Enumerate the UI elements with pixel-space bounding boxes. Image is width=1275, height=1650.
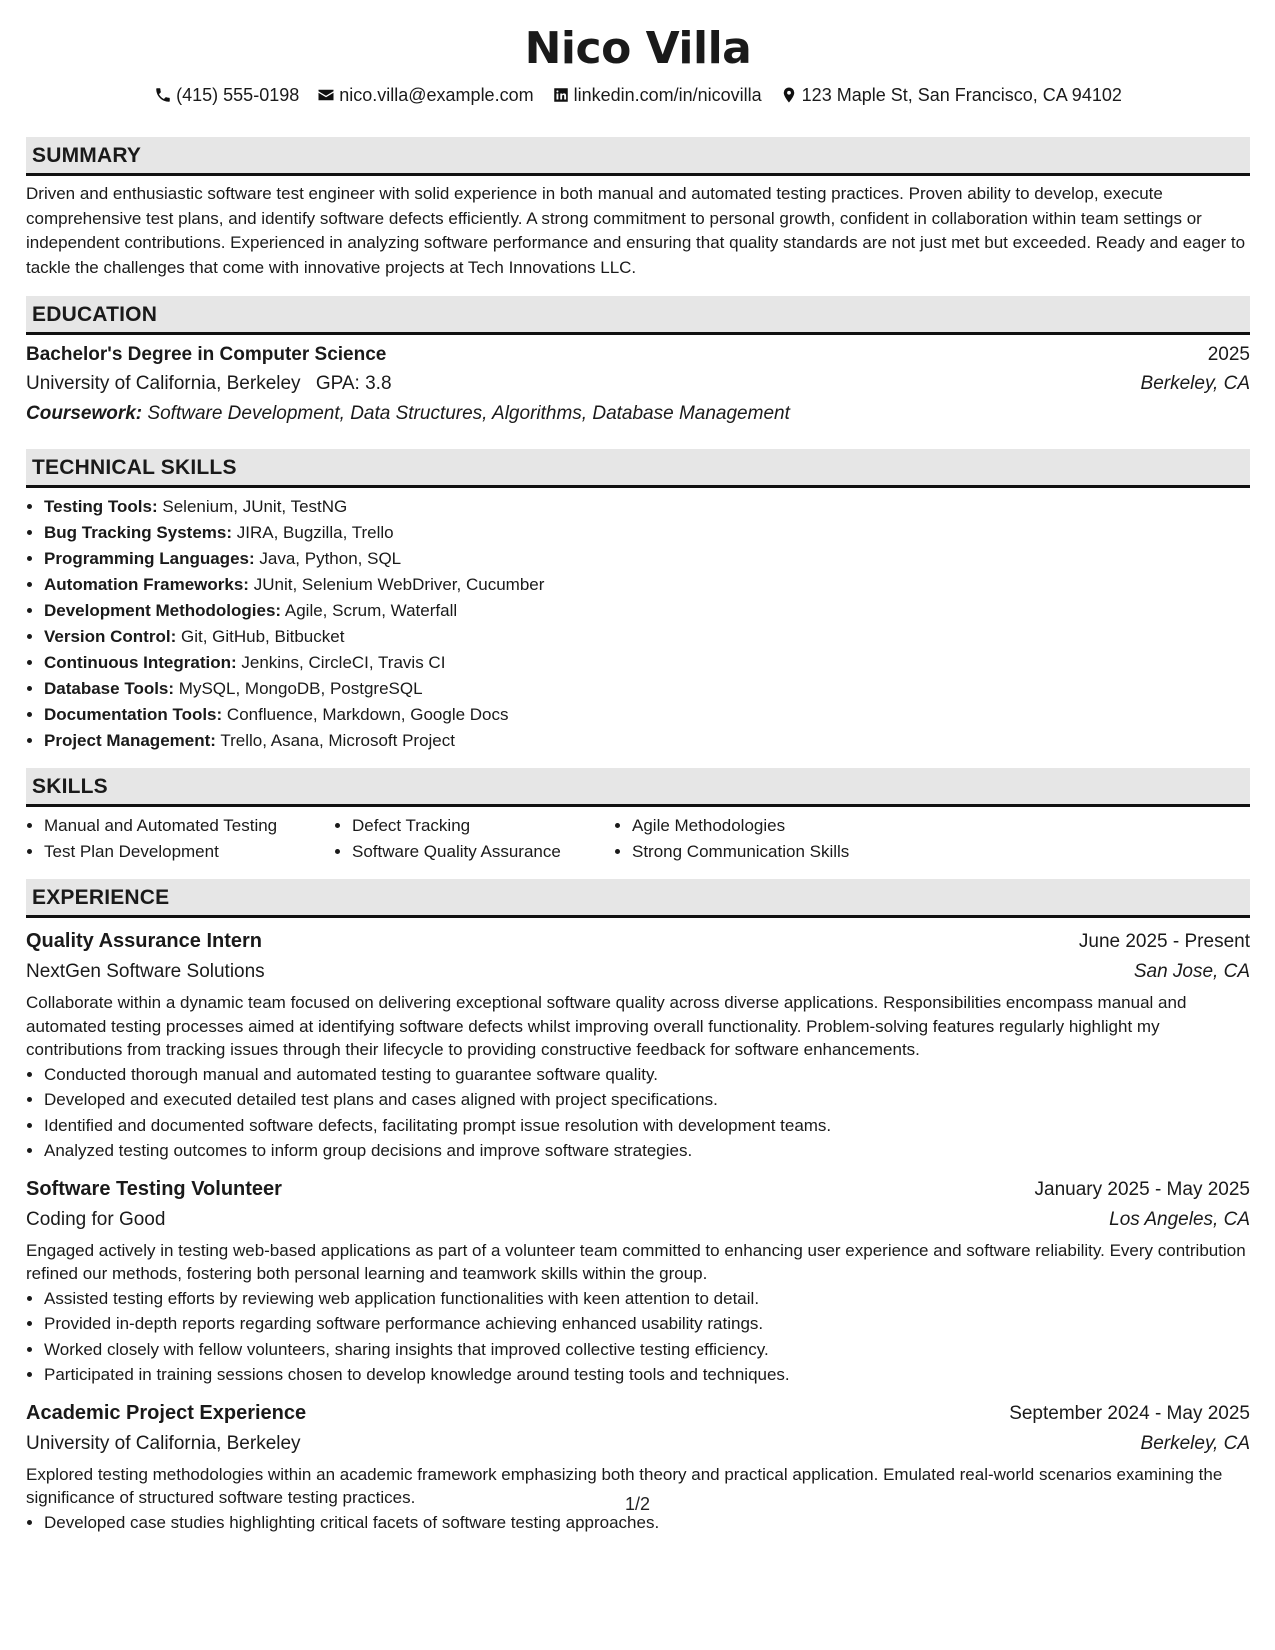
job-bullet: • Participated in training sessions chosen to develop knowledge around testing tools and techniques. [44,1362,1250,1388]
phone-icon [154,86,172,104]
technical-skill-item [44,650,1250,676]
job-bullet: • Analyzed testing outcomes to inform group decisions and improve software strategies. [44,1138,1250,1164]
resume-page [26,0,1250,1535]
technical-skill-value: Selenium, JUnit, TestNG [162,497,348,516]
technical-skill-value: JIRA, Bugzilla, Trello [236,523,394,542]
technical-skill-value: Jenkins, CircleCI, Travis CI [241,653,446,672]
experience-entry [26,926,1250,1164]
technical-skill-label: Bug Tracking Systems: [44,523,233,542]
technical-skill-item [44,572,1250,598]
job-location: Berkeley, CA [1140,1432,1250,1454]
job-description: Explored testing methodologies within an academic framework emphasizing both theory and practical application. Emulated real-world scenarios examining the significance of structured software testing practices. [26,1464,1223,1507]
skill-item: • Manual and Automated Testing [44,813,334,839]
contact-email[interactable] [317,84,533,106]
address-text: 123 Maple St, San Francisco, CA 94102 [801,85,1122,105]
skills-heading: SKILLS [26,768,1250,807]
email-text: nico.villa@example.com [339,85,534,105]
technical-skill-item [44,494,1250,520]
contact-address [780,84,1122,106]
technical-skill-value: Git, GitHub, Bitbucket [180,627,345,646]
job-bullet: • Worked closely with fellow volunteers, sharing insights that improved collective testing efficiency. [44,1337,1250,1363]
experience-heading: EXPERIENCE [26,879,1250,918]
contact-phone[interactable] [154,84,299,106]
job-dates: January 2025 - May 2025 [1034,1178,1250,1200]
technical-skills-list [26,494,1250,754]
skill-item: • Test Plan Development [44,839,334,865]
education-entry [26,341,1250,429]
technical-skill-item [44,702,1250,728]
experience-list [26,926,1250,1535]
skills-column [614,813,932,865]
technical-skill-label: Project Management: [44,731,216,750]
job-bullet: • Provided in-depth reports regarding software performance achieving enhanced usability ratings. [44,1311,1250,1337]
job-bullet: • Developed case studies highlighting critical facets of software testing approaches. [44,1510,1250,1536]
technical-skill-label: Database Tools: [44,679,175,698]
technical-skill-item [44,598,1250,624]
job-bullet: • Developed and executed detailed test plans and cases aligned with project specifications. [44,1087,1250,1113]
skills-column [334,813,614,865]
skill-item: • Strong Communication Skills [632,839,932,865]
school-location: Berkeley, CA [1140,373,1250,394]
technical-skill-label: Automation Frameworks: [44,575,249,594]
skills-column [26,813,334,865]
job-location: Los Angeles, CA [1109,1208,1250,1230]
technical-skill-label: Version Control: [44,627,177,646]
technical-skill-item [44,728,1250,754]
map-pin-icon [780,86,798,104]
technical-skill-item [44,624,1250,650]
education-heading: EDUCATION [26,296,1250,335]
job-bullets [26,1286,1250,1388]
job-dates: June 2025 - Present [1078,931,1250,952]
contact-bar [26,84,1250,106]
technical-skill-value: JUnit, Selenium WebDriver, Cucumber [253,575,545,594]
technical-skill-label: Programming Languages: [44,549,255,568]
technical-skill-value: Agile, Scrum, Waterfall [284,601,458,620]
job-bullet: • Identified and documented software defects, facilitating prompt issue resolution with development teams. [44,1113,1250,1139]
technical-skill-item [44,520,1250,546]
degree: Bachelor's Degree in Computer Science [26,344,387,365]
linkedin-text: linkedin.com/in/nicovilla [573,85,762,105]
skills-grid [26,813,1250,865]
job-organization: Coding for Good [26,1208,166,1230]
linkedin-icon [552,86,570,104]
gpa: GPA: 3.8 [315,373,392,394]
technical-skill-value: Trello, Asana, Microsoft Project [220,731,455,750]
candidate-name: Nico Villa [524,23,752,74]
experience-entry [26,1174,1250,1388]
job-organization: University of California, Berkeley [26,1432,301,1454]
skill-item: • Software Quality Assurance [352,839,614,865]
job-title: Academic Project Experience [26,1401,307,1424]
job-title: Software Testing Volunteer [26,1177,282,1200]
job-bullet: • Conducted thorough manual and automated testing to guarantee software quality. [44,1062,1250,1088]
contact-linkedin[interactable] [552,84,762,106]
skill-item: • Agile Methodologies [632,813,932,839]
job-title: Quality Assurance Intern [26,930,262,952]
coursework-label: Coursework: [26,403,143,424]
envelope-icon [317,86,335,104]
technical-skill-item [44,546,1250,572]
technical-skill-value: Java, Python, SQL [259,549,402,568]
technical-skill-value: Confluence, Markdown, Google Docs [226,705,509,724]
summary-heading: SUMMARY [26,137,1250,176]
technical-skills-heading: TECHNICAL SKILLS [26,449,1250,488]
technical-skill-item [44,676,1250,702]
job-description: Engaged actively in testing web-based applications as part of a volunteer team committed to enhancing user experience and software reliability. Every contribution refined our methods, fostering both personal learning and teamwork skills within the group. [26,1240,1246,1283]
technical-skill-label: Development Methodologies: [44,601,282,620]
degree-year: 2025 [1207,344,1250,365]
job-bullet: • Assisted testing efforts by reviewing web application functionalities with keen attention to detail. [44,1286,1250,1312]
job-bullets [26,1062,1250,1164]
job-description: Collaborate within a dynamic team focused on delivering exceptional software quality across diverse applications. Responsibilities encompass manual and automated testing processes aimed at identifying software defects whilst improving overall functionality. Problem-solving features regularly highlight my contributions from tracking issues through their lifecycle to providing constructive feedback for software enhancements. [26,993,1187,1059]
phone-text: (415) 555-0198 [176,85,300,105]
coursework-list: Software Development, Data Structures, Algorithms, Database Management [147,403,790,424]
technical-skill-label: Testing Tools: [44,497,158,516]
job-organization: NextGen Software Solutions [26,961,265,982]
technical-skill-label: Continuous Integration: [44,653,237,672]
skill-item: • Defect Tracking [352,813,614,839]
summary-text: Driven and enthusiastic software test engineer with solid experience in both manual and automated testing practices. Proven ability to develop, execute comprehensive test plans, and identify software defects efficiently. A strong commitment to personal growth, confident in collaboration within team settings or independent contributions. Experienced in analyzing software performance and ensuring that quality standards are not just met but exceeded. Ready and eager to tackle the challenges that come with innovative projects at Tech Innovations LLC. [26,184,1246,277]
job-location: San Jose, CA [1133,961,1250,982]
technical-skill-value: MySQL, MongoDB, PostgreSQL [178,679,423,698]
page-number: 1/2 [624,1494,651,1514]
school-name: University of California, Berkeley [26,373,301,394]
technical-skill-label: Documentation Tools: [44,705,223,724]
job-dates: September 2024 - May 2025 [1009,1402,1250,1424]
